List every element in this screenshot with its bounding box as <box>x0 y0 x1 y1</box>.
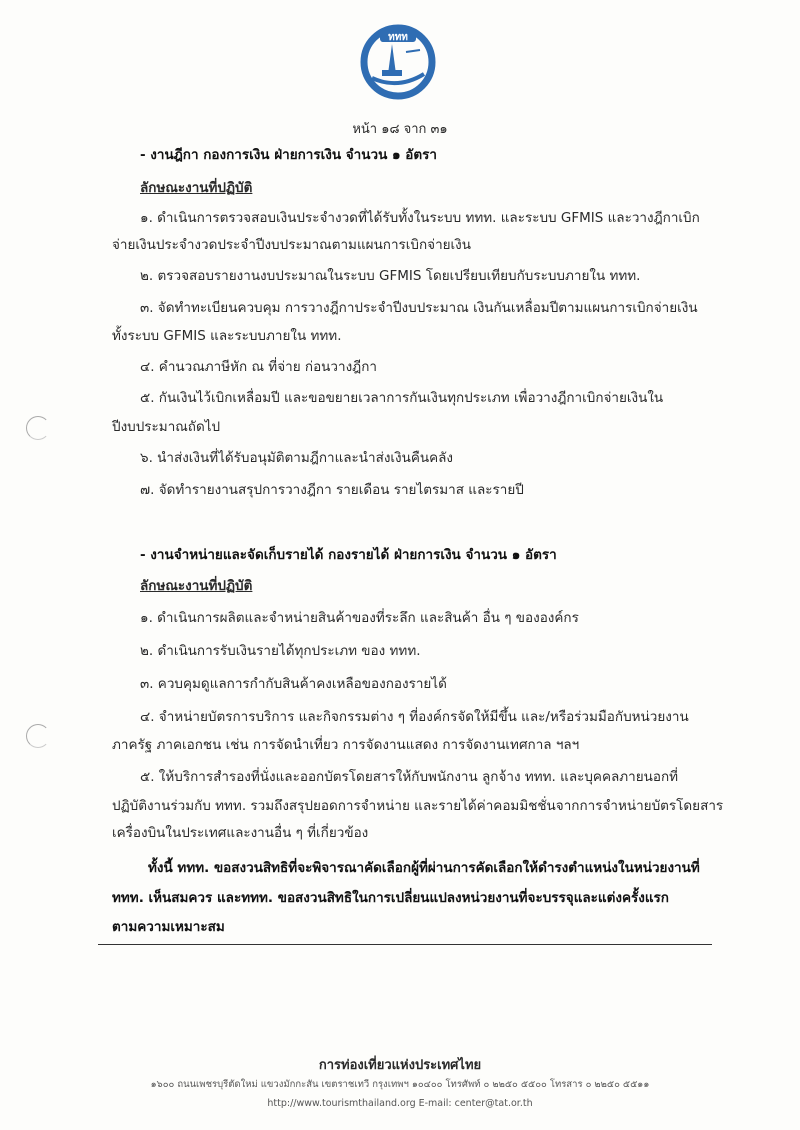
list-item: ๕. ให้บริการสำรองที่นั่งและออกบัตรโดยสารให้กับพนักงาน ลูกจ้าง ททท. และบุคคลภายนอกที่ <box>140 769 679 785</box>
list-item-cont: ทั้งระบบ GFMIS และระบบภายใน ททท. <box>112 328 342 344</box>
list-item: ๒. ดำเนินการรับเงินรายได้ทุกประเภท ของ ททท. <box>140 643 421 659</box>
list-item: ๓. ควบคุมดูแลการกำกับสินค้าคงเหลือของกองรายได้ <box>140 676 447 692</box>
punch-hole <box>26 724 50 748</box>
section-subheading: ลักษณะงานที่ปฏิบัติ <box>140 180 253 196</box>
punch-hole <box>26 416 50 440</box>
footer-address: ๑๖๐๐ ถนนเพชรบุรีตัดใหม่ แขวงมักกะสัน เขตราชเทวี กรุงเทพฯ ๑๐๔๐๐ โทรศัพท์ ๐ ๒๒๕๐ ๕๕๐๐ โทรสาร ๐ ๒๒๕๐ ๕๕๑๑ <box>150 1079 650 1090</box>
footer-org: การท่องเที่ยวแห่งประเทศไทย <box>318 1058 482 1073</box>
closing-line: ทั้งนี้ ททท. ขอสงวนสิทธิที่จะพิจารณาคัดเลือกผู้ที่ผ่านการคัดเลือกให้ดำรงตำแหน่งในหน่วยงานที่ <box>148 860 700 876</box>
closing-line: ตามความเหมาะสม <box>112 919 225 935</box>
list-item: ๗. จัดทำรายงานสรุปการวางฎีกา รายเดือน รายไตรมาส และรายปี <box>140 482 524 498</box>
list-item-cont: จ่ายเงินประจำงวดประจำปีงบประมาณตามแผนการเบิกจ่ายเงิน <box>112 237 471 253</box>
footer-contact: http://www.tourismthailand.org E-mail: center@tat.or.th <box>267 1098 533 1109</box>
svg-text:ททท: ททท <box>388 32 408 43</box>
list-item: ๔. คำนวณภาษีหัก ณ ที่จ่าย ก่อนวางฎีกา <box>140 359 377 375</box>
section-heading: - งานฎีกา กองการเงิน ฝ่ายการเงิน จำนวน ๑ อัตรา <box>140 147 437 163</box>
page-number: หน้า ๑๘ จาก ๓๑ <box>352 122 448 137</box>
list-item: ๕. กันเงินไว้เบิกเหลื่อมปี และขอขยายเวลาการกันเงินทุกประเภท เพื่อวางฎีกาเบิกจ่ายเงินใน <box>140 390 664 406</box>
list-item: ๑. ดำเนินการผลิตและจำหน่ายสินค้าของที่ระลึก และสินค้า อื่น ๆ ขององค์กร <box>140 610 579 626</box>
divider <box>98 944 712 945</box>
list-item: ๒. ตรวจสอบรายงานงบประมาณในระบบ GFMIS โดยเปรียบเทียบกับระบบภายใน ททท. <box>140 268 641 284</box>
list-item-cont: ปีงบประมาณถัดไป <box>112 419 221 435</box>
list-item-cont: ปฏิบัติงานร่วมกับ ททท. รวมถึงสรุปยอดการจำหน่าย และรายได้ค่าคอมมิชชั่นจากการจำหน่ายบัตรโดยสาร <box>112 798 724 814</box>
list-item: ๔. จำหน่ายบัตรการบริการ และกิจกรรมต่าง ๆ ที่องค์กรจัดให้มีขึ้น และ/หรือร่วมมือกับหน่วยงาน <box>140 709 689 725</box>
list-item: ๖. นำส่งเงินที่ได้รับอนุมัติตามฎีกาและนำส่งเงินคืนคลัง <box>140 450 454 466</box>
section-heading: - งานจำหน่ายและจัดเก็บรายได้ กองรายได้ ฝ่ายการเงิน จำนวน ๑ อัตรา <box>140 547 557 563</box>
tat-logo <box>358 22 438 102</box>
closing-line: ททท. เห็นสมควร และททท. ขอสงวนสิทธิในการเปลี่ยนแปลงหน่วยงานที่จะบรรจุและแต่งครั้งแรก <box>112 890 669 906</box>
section-subheading: ลักษณะงานที่ปฏิบัติ <box>140 578 253 594</box>
list-item: ๓. จัดทำทะเบียนควบคุม การวางฎีกาประจำปีงบประมาณ เงินกันเหลื่อมปีตามแผนการเบิกจ่ายเงิน <box>140 300 698 316</box>
list-item: ๑. ดำเนินการตรวจสอบเงินประจำงวดที่ได้รับทั้งในระบบ ททท. และระบบ GFMIS และวางฎีกาเบิก <box>140 210 700 226</box>
list-item-cont: ภาครัฐ ภาคเอกชน เช่น การจัดนำเที่ยว การจัดงานแสดง การจัดงานเทศกาล ฯลฯ <box>112 737 580 753</box>
list-item-cont: เครื่องบินในประเทศและงานอื่น ๆ ที่เกี่ยวข้อง <box>112 825 369 841</box>
